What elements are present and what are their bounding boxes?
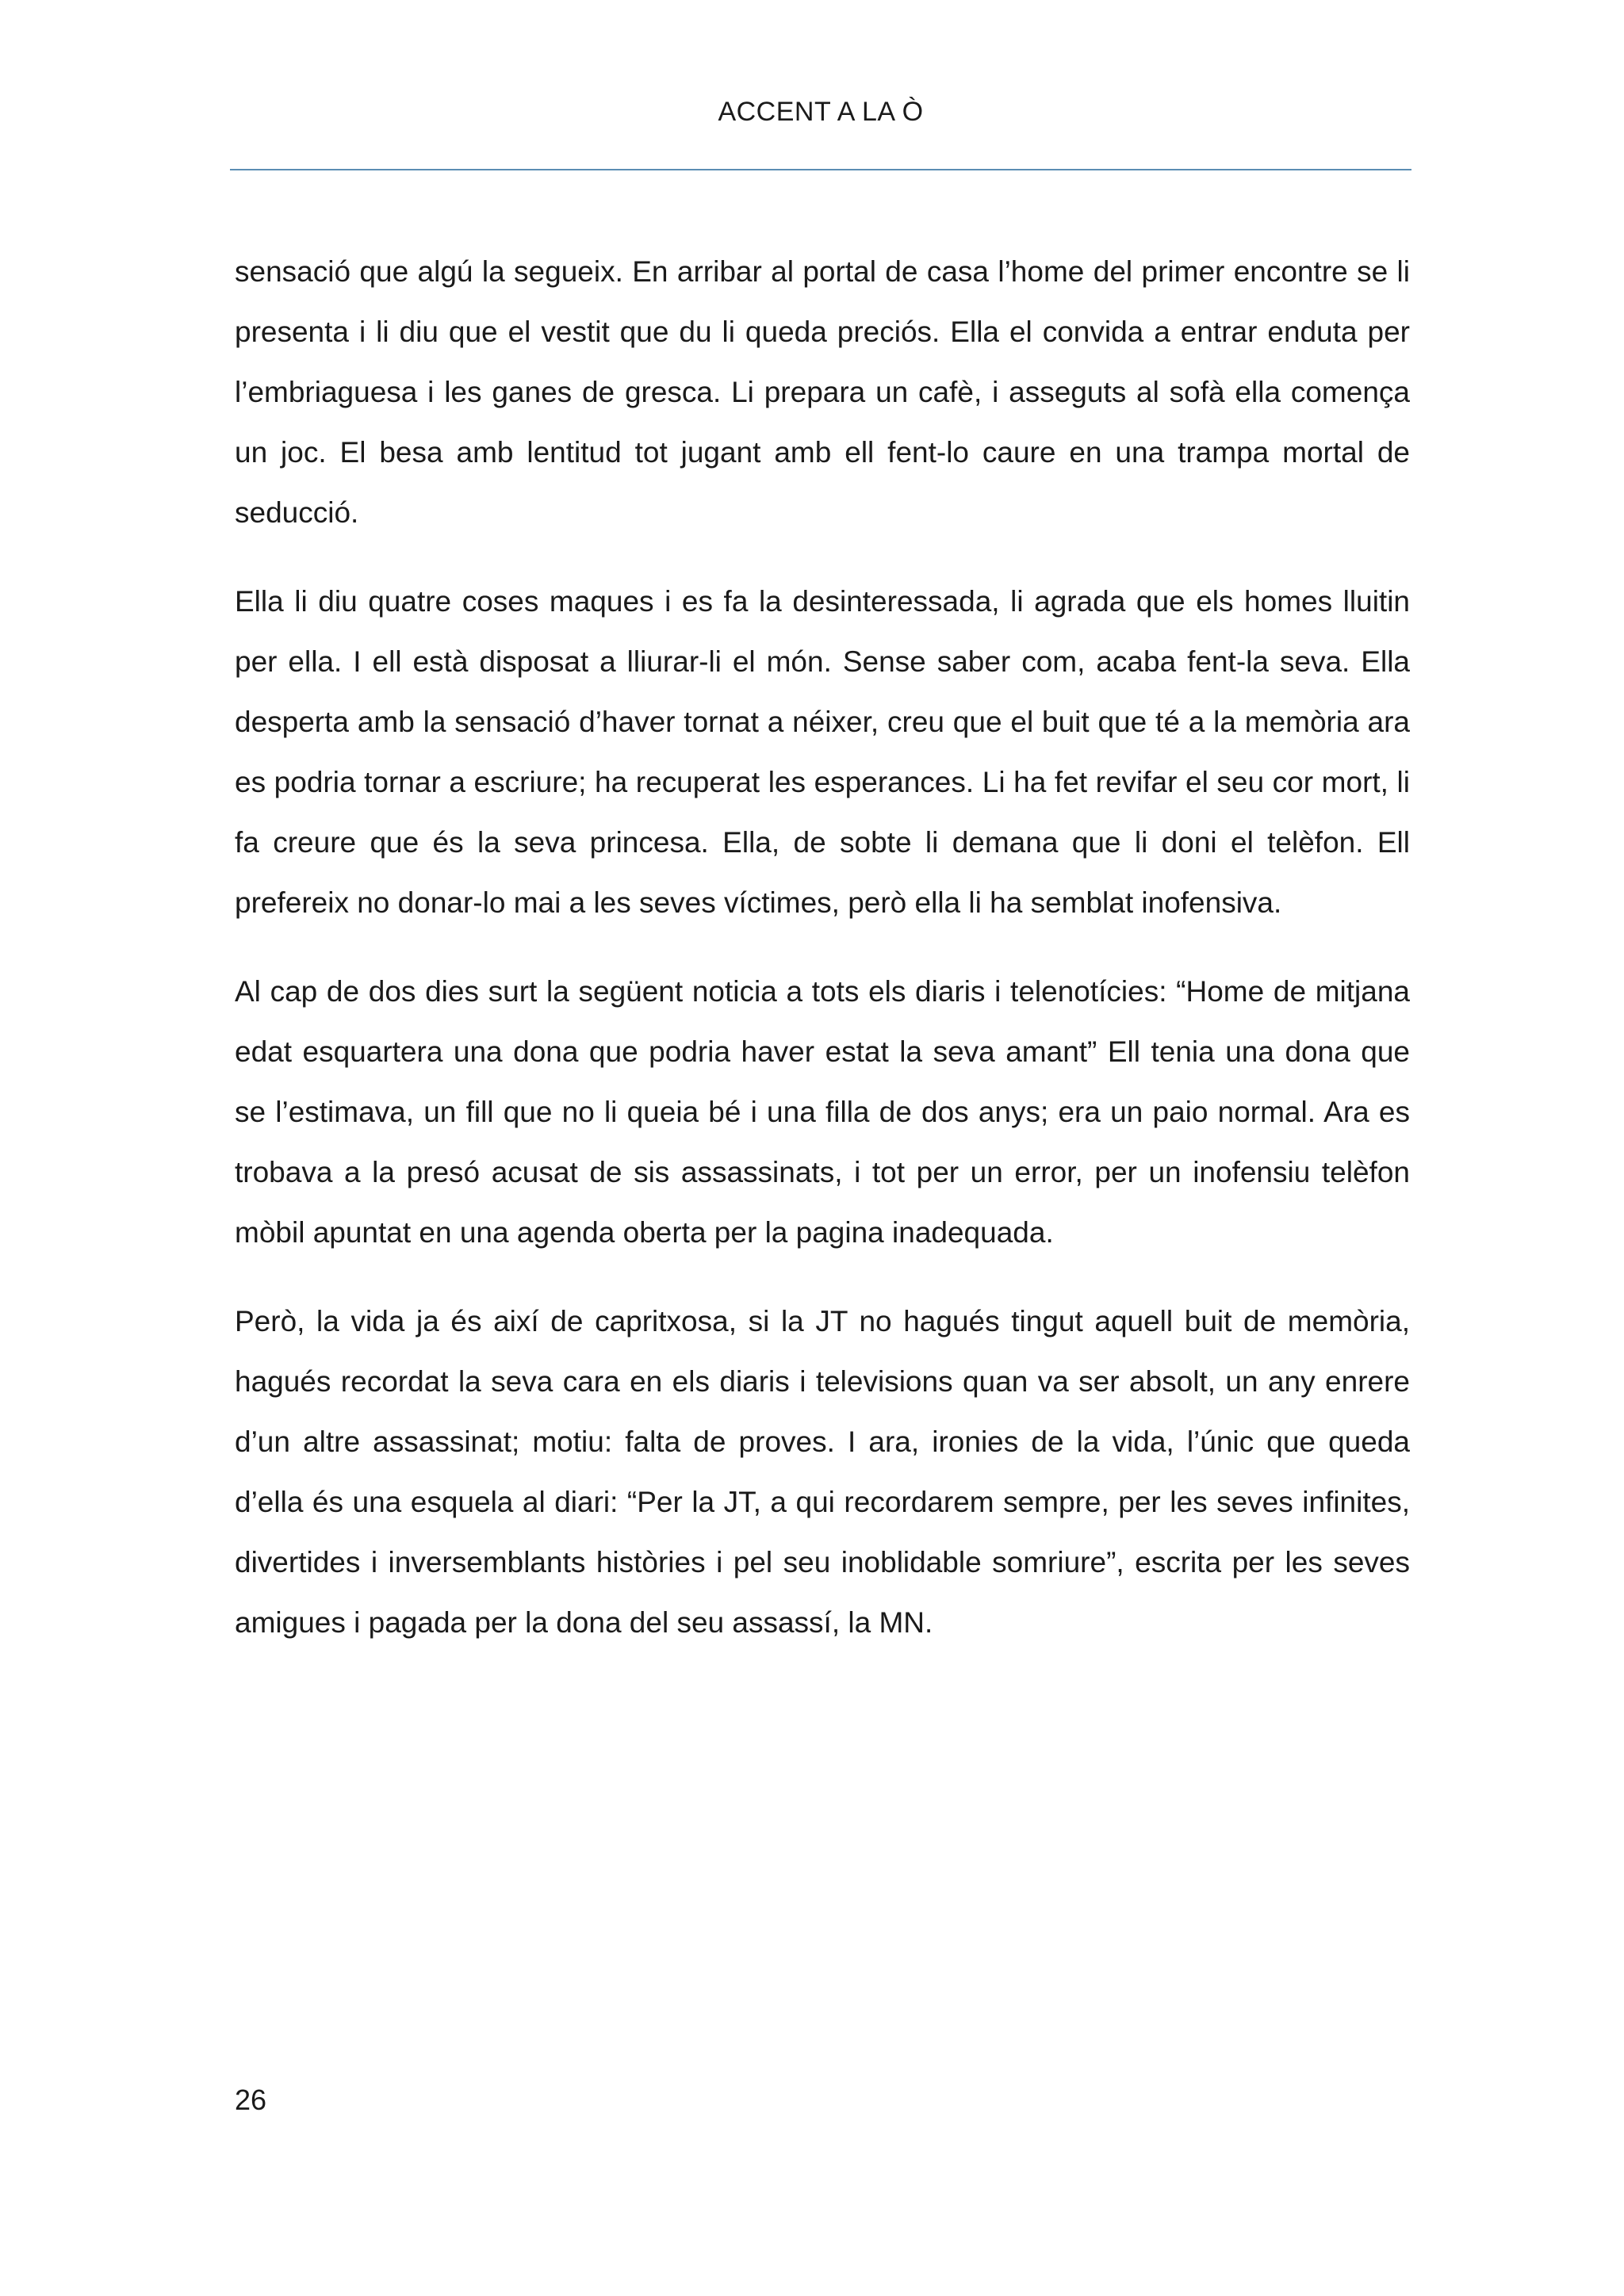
- header-divider: [230, 169, 1411, 170]
- paragraph: Al cap de dos dies surt la següent noticia a tots els diaris i telenotícies: “Home de mitjana edat esquartera una dona que podria haver estat la seva amant” Ell tenia una dona que se l’estimava, un fill que no li queia bé i una filla de dos anys; era un paio normal. Ara es trobava a la presó acusat de sis assassinats, i tot per un error, per un inofensiu telèfon mòbil apuntat en una agenda oberta per la pagina inadequada.: [235, 975, 1410, 1249]
- paragraph: sensació que algú la segueix. En arribar al portal de casa l’home del primer encontre se li presenta i li diu que el vestit que du li queda preciós. Ella el convida a entrar enduta per l’embriaguesa i les ganes de gresca. Li prepara un cafè, i asseguts al sofà ella comença un joc. El besa amb lentitud tot jugant amb ell fent-lo caure en una trampa mortal de seducció.: [235, 255, 1410, 529]
- page-number: 26: [235, 2084, 267, 2116]
- paragraph: Però, la vida ja és així de capritxosa, si la JT no hagués tingut aquell buit de memòria, hagués recordat la seva cara en els diaris i televisions quan va ser absolt, un any enrere d’un altre assassinat; motiu: falta de proves. I ara, ironies de la vida, l’únic que queda d’ella és una esquela al diari: “Per la JT, a qui recordarem sempre, per les seves infinites, divertides i inversemblants històries i pel seu inoblidable somriure”, escrita per les seves amigues i pagada per la dona del seu assassí, la MN.: [235, 1305, 1410, 1639]
- paragraph: Ella li diu quatre coses maques i es fa la desinteressada, li agrada que els homes lluitin per ella. I ell està disposat a lliurar-li el món. Sense saber com, acaba fent-la seva. Ella desperta amb la sensació d’haver tornat a néixer, creu que el buit que té a la memòria ara es podria tornar a escriure; ha recuperat les esperances. Li ha fet revifar el seu cor mort, li fa creure que és la seva princesa. Ella, de sobte li demana que li doni el telèfon. Ell prefereix no donar-lo mai a les seves víctimes, però ella li ha semblat inofensiva.: [235, 585, 1410, 919]
- running-header-title: ACCENT A LA Ò: [718, 97, 924, 127]
- body-text: [235, 242, 1410, 1682]
